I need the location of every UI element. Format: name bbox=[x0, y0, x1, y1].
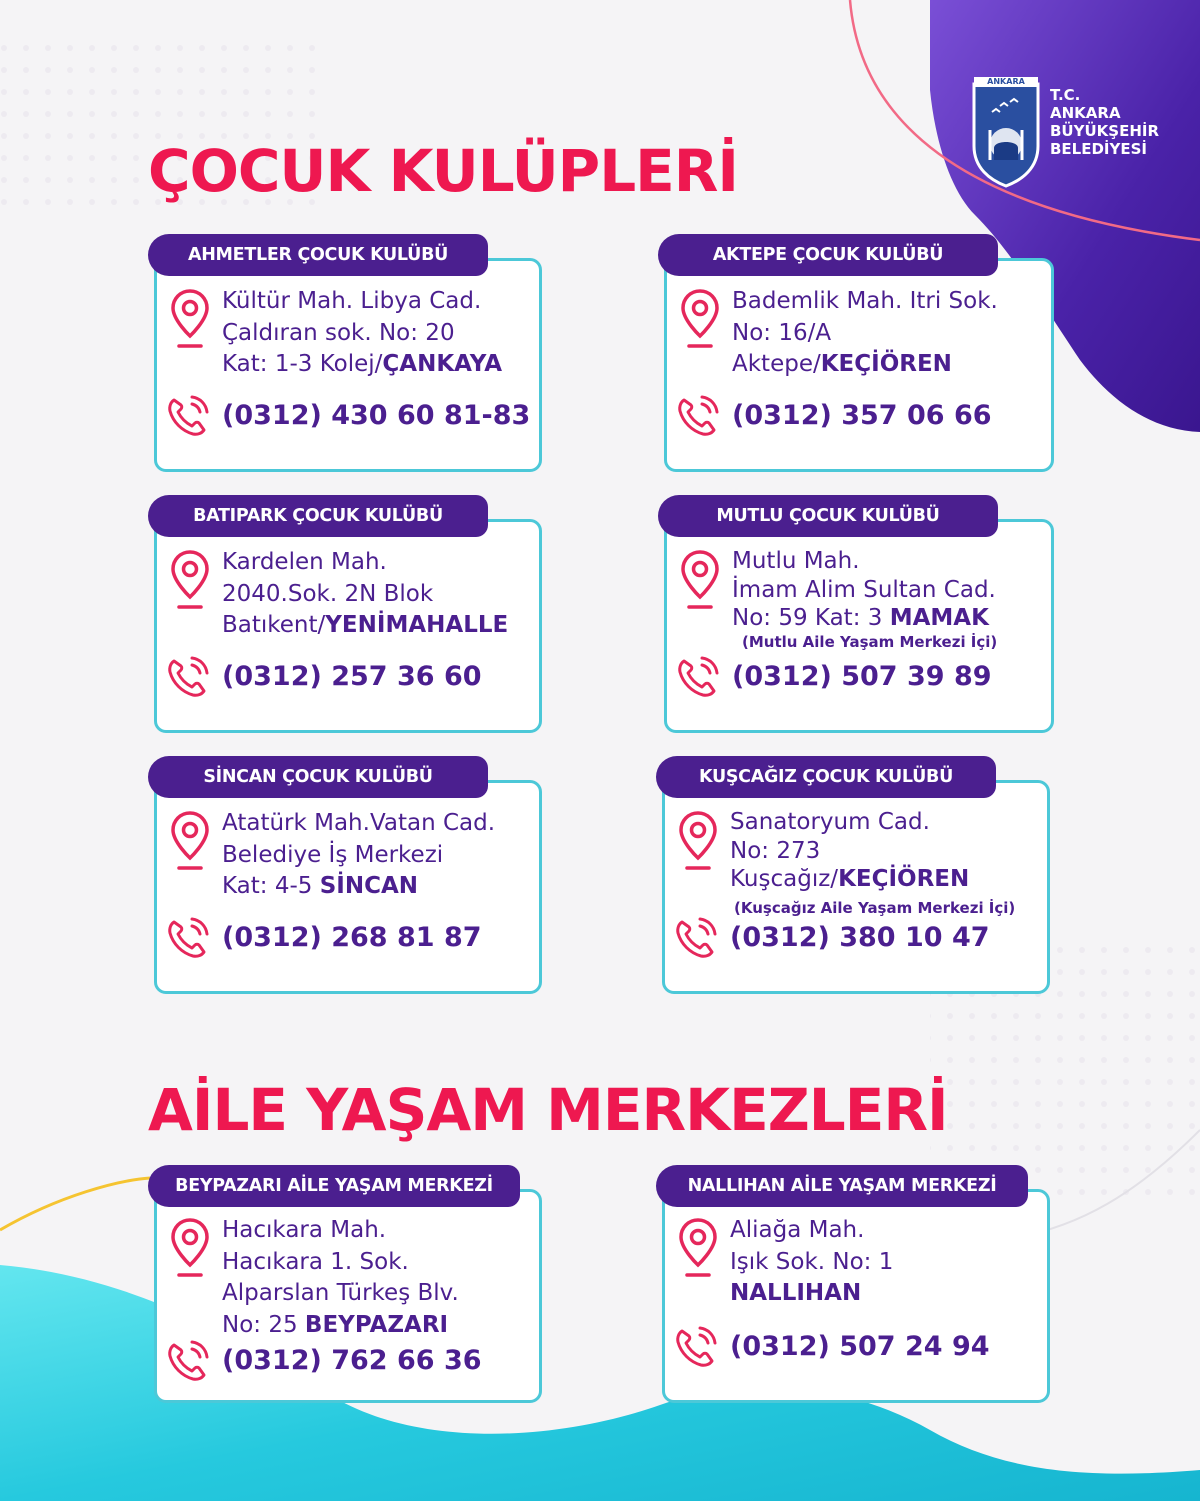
address-line bbox=[222, 579, 536, 611]
location-card bbox=[148, 1165, 542, 1403]
address-line bbox=[732, 349, 1048, 381]
address-line bbox=[222, 1215, 536, 1247]
phone-number[interactable]: (0312) 507 24 94 bbox=[730, 1331, 990, 1362]
address-text: No: 25 bbox=[222, 1311, 305, 1338]
address-line bbox=[222, 1278, 536, 1310]
address-text: Atatürk Mah.Vatan Cad. bbox=[222, 810, 496, 836]
address-text: No: 16/A bbox=[732, 319, 832, 346]
address-text: No: 59 Kat: 3 bbox=[732, 605, 890, 631]
address-line bbox=[222, 808, 536, 840]
logo-line-4: BELEDİYESİ bbox=[1050, 140, 1148, 158]
family-centers-section-title: AİLE YAŞAM MERKEZLERİ bbox=[148, 1076, 948, 1144]
address-text: Işık Sok. No: 1 bbox=[730, 1248, 894, 1275]
phone-ring-icon bbox=[674, 392, 722, 440]
address-text: Hacıkara Mah. bbox=[222, 1217, 387, 1243]
address-text: Batıkent/ bbox=[222, 612, 326, 638]
phone-ring-icon bbox=[164, 653, 212, 701]
location-card bbox=[148, 234, 542, 472]
district-name: ÇANKAYA bbox=[382, 351, 503, 377]
ankara-logo-text bbox=[1050, 86, 1159, 158]
address-text: Kardelen Mah. bbox=[222, 549, 387, 575]
address-text: Kat: 4-5 bbox=[222, 873, 320, 899]
phone-ring-icon bbox=[672, 1323, 720, 1371]
address-text: Kat: 1-3 Kolej/ bbox=[222, 351, 383, 377]
card-note: (Kuşcağız Aile Yaşam Merkezi İçi) bbox=[734, 899, 1016, 917]
address-text: Çaldıran sok. No: 20 bbox=[222, 319, 455, 346]
location-card bbox=[658, 234, 1054, 472]
card-address bbox=[732, 547, 1048, 633]
location-card bbox=[148, 495, 542, 733]
card-address bbox=[222, 808, 536, 903]
address-text: Aliağa Mah. bbox=[730, 1217, 865, 1243]
address-line bbox=[222, 349, 536, 381]
address-line bbox=[730, 865, 1044, 894]
address-line bbox=[730, 1278, 1044, 1310]
phone-ring-icon bbox=[672, 914, 720, 962]
location-card bbox=[658, 495, 1054, 733]
address-line bbox=[222, 547, 536, 579]
address-text: No: 273 bbox=[730, 837, 821, 864]
address-line bbox=[732, 604, 1048, 633]
card-address bbox=[222, 1215, 536, 1341]
address-text: Belediye İş Merkezi bbox=[222, 841, 444, 868]
card-title: NALLIHAN AİLE YAŞAM MERKEZİ bbox=[656, 1165, 1028, 1207]
phone-ring-icon bbox=[164, 1337, 212, 1385]
card-title: BEYPAZARI AİLE YAŞAM MERKEZİ bbox=[148, 1165, 520, 1207]
location-pin-icon bbox=[170, 810, 210, 872]
address-line bbox=[222, 840, 536, 872]
location-card bbox=[656, 756, 1050, 994]
card-title: KUŞCAĞIZ ÇOCUK KULÜBÜ bbox=[656, 756, 996, 798]
address-line bbox=[732, 318, 1048, 350]
address-line bbox=[222, 871, 536, 903]
address-text: Sanatoryum Cad. bbox=[730, 809, 930, 835]
card-address bbox=[730, 808, 1044, 894]
card-title: BATIPARK ÇOCUK KULÜBÜ bbox=[148, 495, 488, 537]
address-line bbox=[222, 1310, 536, 1342]
card-title: AKTEPE ÇOCUK KULÜBÜ bbox=[658, 234, 998, 276]
ankara-logo bbox=[970, 76, 1180, 188]
address-text: Mutlu Mah. bbox=[732, 548, 860, 574]
address-line bbox=[732, 286, 1048, 318]
card-title: AHMETLER ÇOCUK KULÜBÜ bbox=[148, 234, 488, 276]
ankara-emblem-icon bbox=[970, 76, 1042, 188]
location-pin-icon bbox=[170, 288, 210, 350]
phone-ring-icon bbox=[164, 392, 212, 440]
address-text: Kültür Mah. Libya Cad. bbox=[222, 288, 482, 314]
card-title: MUTLU ÇOCUK KULÜBÜ bbox=[658, 495, 998, 537]
district-name: BEYPAZARI bbox=[304, 1311, 449, 1338]
location-pin-icon bbox=[170, 549, 210, 611]
district-name: KEÇİÖREN bbox=[838, 866, 970, 892]
location-card bbox=[148, 756, 542, 994]
clubs-section-title: ÇOCUK KULÜPLERİ bbox=[148, 137, 739, 205]
phone-number[interactable]: (0312) 380 10 47 bbox=[730, 922, 990, 953]
phone-number[interactable]: (0312) 357 06 66 bbox=[732, 400, 992, 431]
address-line bbox=[222, 610, 536, 642]
address-text: Aktepe/ bbox=[732, 351, 821, 377]
location-pin-icon bbox=[678, 810, 718, 872]
card-note: (Mutlu Aile Yaşam Merkezi İçi) bbox=[742, 633, 998, 651]
phone-number[interactable]: (0312) 257 36 60 bbox=[222, 661, 482, 692]
address-line bbox=[730, 1215, 1044, 1247]
address-line bbox=[732, 547, 1048, 576]
address-text: Kuşcağız/ bbox=[730, 866, 839, 892]
address-line bbox=[730, 1247, 1044, 1279]
location-pin-icon bbox=[170, 1217, 210, 1279]
address-line bbox=[222, 286, 536, 318]
location-pin-icon bbox=[678, 1217, 718, 1279]
card-address bbox=[222, 286, 536, 381]
location-pin-icon bbox=[680, 288, 720, 350]
phone-ring-icon bbox=[674, 653, 722, 701]
address-line bbox=[730, 808, 1044, 837]
phone-ring-icon bbox=[164, 914, 212, 962]
address-line bbox=[222, 1247, 536, 1279]
logo-line-3: BÜYÜKŞEHİR bbox=[1050, 122, 1160, 140]
phone-number[interactable]: (0312) 268 81 87 bbox=[222, 922, 482, 953]
district-name: SİNCAN bbox=[319, 873, 419, 899]
district-name: MAMAK bbox=[889, 605, 989, 631]
address-line bbox=[732, 576, 1048, 605]
card-address bbox=[730, 1215, 1044, 1310]
district-name: KEÇİÖREN bbox=[820, 351, 952, 377]
emblem-label: ANKARA bbox=[987, 77, 1025, 86]
address-text: 2040.Sok. 2N Blok bbox=[222, 580, 434, 607]
phone-number[interactable]: (0312) 762 66 36 bbox=[222, 1345, 482, 1376]
address-line bbox=[730, 837, 1044, 866]
address-text: Alparslan Türkeş Blv. bbox=[222, 1280, 459, 1306]
address-text: İmam Alim Sultan Cad. bbox=[732, 576, 996, 603]
logo-line-1: T.C. bbox=[1050, 86, 1081, 104]
address-text: Bademlik Mah. Itri Sok. bbox=[732, 288, 998, 314]
logo-line-2: ANKARA bbox=[1050, 104, 1121, 122]
card-address bbox=[732, 286, 1048, 381]
phone-number[interactable]: (0312) 430 60 81-83 bbox=[222, 400, 531, 431]
location-card bbox=[656, 1165, 1050, 1403]
location-pin-icon bbox=[680, 549, 720, 611]
address-line bbox=[222, 318, 536, 350]
district-name: YENİMAHALLE bbox=[325, 612, 509, 638]
phone-number[interactable]: (0312) 507 39 89 bbox=[732, 661, 992, 692]
district-name: NALLIHAN bbox=[730, 1280, 862, 1306]
card-address bbox=[222, 547, 536, 642]
card-title: SİNCAN ÇOCUK KULÜBÜ bbox=[148, 756, 488, 798]
address-text: Hacıkara 1. Sok. bbox=[222, 1248, 409, 1275]
